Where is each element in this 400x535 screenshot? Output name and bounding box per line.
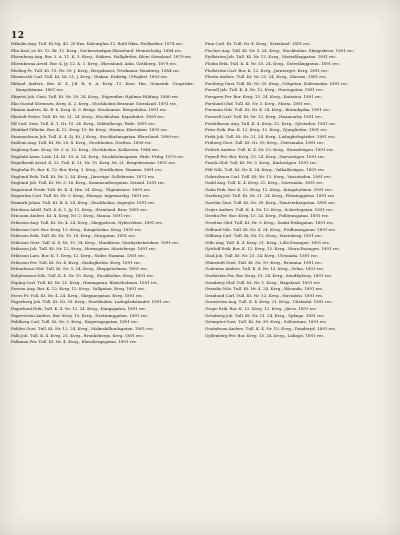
entry-text: Eriksson Joh. Tull. Kt. Nr. 12. Kvrg., Hornsgatan. Mariebergs. 1891 rec. <box>11 246 157 252</box>
directory-entry <box>205 81 388 88</box>
directory-entry <box>11 61 194 68</box>
directory-entry <box>11 333 194 340</box>
directory-entry <box>205 233 388 240</box>
entry-text: Fahlén Gust. Tull. Kt. Nr. 12. 24. Kvrg., Malmskillnadsgatan. 1891 rec. <box>11 325 155 331</box>
directory-entry <box>205 200 388 207</box>
entry-text: Forsberg Gust. Tull. Kt. Nr. 39. Kvrg., Götgatan. Södermalm. 1891 rec. <box>205 80 349 86</box>
entry-text: Fjellström Joh. Tull. Kt. Nr. 12. Kvrg., Västerlånggatan. 1891 rec. <box>205 54 337 60</box>
directory-entry <box>205 253 388 260</box>
left-column <box>11 41 194 346</box>
entry-text: Eko Gustaf Sörensen. Kvrg. K. 2. Kvrg., Stockholms Brunnar. Sörmland. 1891 rec. <box>11 100 178 106</box>
directory-entry <box>11 54 194 61</box>
entry-text: Ehrnrooth Carl. Tull. Kt. Nr. 21. J. Kvrg., Väskan. Eriksbg. Ulfvgård. 1893 rec. <box>11 74 169 80</box>
entry-text: Eriksson Aug. Tull. Kt. Nr. 4. 24. Kvrg., Skeppsbron. Nybroviken. 1891 rec. <box>11 219 164 225</box>
entry-text: Erlandsson Olof. Tull. Kt. Nr. 3. 24. Kvrg., Skeppsholmen. 1891 rec. <box>11 266 149 272</box>
directory-entry <box>11 101 194 108</box>
entry-text: Granlund Carl. Tull. Kt. Nr. 12. Kvrg., Huvudsta. 1891 rec. <box>205 292 324 298</box>
entry-text: Gidlund Nils. Tull. Kt. Nr. 4. 24. Kvrg., Fridhemsgatan. 1891 rec. <box>205 226 337 232</box>
entry-text: Eriksson Gust. Tull. K. 4. Nr. 15. 24. Kvrg., Munkbron. Storkyrkobrinken. 1891 rec. <box>11 239 180 245</box>
entry-text: Grönqvist Gust. Tull. Kt. Nr. 39. Kvrg., Sollentuna. 1891 rec. <box>205 319 328 325</box>
directory-entry <box>205 246 388 253</box>
entry-text: Grape Erik. Bor. K. 12. Kvrg. 12. Kvrg., Järva. 1891 rec. <box>205 306 318 311</box>
entry-text: Fagerlund Erik. Tull. K. 4. Nr. 12. 24. Kvrg., Kungsgatan. 1891 rec. <box>11 306 147 311</box>
directory-entry <box>11 187 194 194</box>
entry-text: Ekqvist Joh. Gust. Tull. Kt. Nr. 39. 24. Kvrg., Stipendier, Hjalmar Hilding. 1880 rec. <box>11 94 180 99</box>
entry-text: Grafström Per. Bor. Kvrg. 15. 24. Kvrg., Sundbyberg. 1891 rec. <box>205 272 333 278</box>
entry-text: Fagerström Anders. Bor. Kvrg. 15. Kvrg., Drottninggatan. 1891 rec. <box>11 312 149 318</box>
entry-text: Gezelius Olof. Tull. Kt. Nr. 3. Kvrg., Sankt Eriksgatan. 1891 rec. <box>205 219 335 225</box>
entry-text: Forssell Carl. Tull. Kt. Nr. 12. Kvrg., Hammarby. 1891 rec. <box>205 113 323 119</box>
directory-entry <box>205 220 388 227</box>
entry-text: Ekstedt Petter. Tull. Kt. Nr. 21. 24. Kvrg., Stockholms. Kaprifoliet. 1859 rec. <box>11 113 166 119</box>
directory-entry <box>11 147 194 154</box>
directory-entry <box>11 233 194 240</box>
entry-text: Eriksson Per. Tull. Kt. Nr. 4. Kvrg., Stadsgården. Kvrg. 1891 rec. <box>11 259 142 265</box>
entry-text: Engelbrekt Arvid. K. 12. Tull. K. 11. Nr. 15. Kvrg. Nr. 21. Bergsbrunnar. 1891 rec. <box>11 160 177 166</box>
directory-entry <box>205 326 388 333</box>
entry-text: Fryxell Per. Bor. Kvrg. 15. 24. Kvrg., Narvavägen. 1891 rec. <box>205 153 326 159</box>
directory-entry <box>11 193 194 200</box>
directory-entry <box>205 293 388 300</box>
directory-entry <box>11 319 194 326</box>
directory-entry <box>205 87 388 94</box>
entry-text: Forsell Joh. Tull. K. 4. Nr. 12. Kvrg., Hornsgatan. 1891 rec. <box>205 87 325 93</box>
directory-entry <box>11 160 194 167</box>
entry-text: Fahlberg Carl. Tull. Kt. Nr. 3. Kvrg., Regeringsgatan. 1891 rec. <box>11 319 139 325</box>
entry-text: Granström Aug. Tull. K. 4. Kvrg. 21. Kvrg., Ulriksdal. 1891 rec. <box>205 299 333 305</box>
entry-text: Ehrenkrona Arvid. Bor. 4. Jy. 12. K. 1. Kvrg., Ekroslund. Adm. Göthberg. 1879 rec. <box>11 60 178 66</box>
directory-entry <box>11 260 194 267</box>
entry-text: Esping Carl. Tull. Kt. Nr. 21. Kvrg., Hamngatan. Blasieholmen. 1891 rec. <box>11 279 159 285</box>
directory-entry <box>205 41 388 48</box>
entry-text: Glad Joh. Tull. Kt. Nr. 21. 24. Kvrg., Ulvsunda. 1891 rec. <box>205 253 319 258</box>
directory-entry <box>205 240 388 247</box>
directory-entry <box>205 180 388 187</box>
directory-entry <box>205 61 388 68</box>
entry-text: Esbjörnsson Nils. Tull. K. 4. Nr. 15. Kvrg., Stockholms. Kvrg. 1891 rec. <box>11 272 155 278</box>
directory-entry <box>11 200 194 207</box>
directory-entry <box>11 280 194 287</box>
directory-entry <box>205 227 388 234</box>
entry-text: Frisk Joh. Tull. Kt. Nr. 21. 24. Kvrg., Ladugårdsgärdet. 1891 rec. <box>205 133 337 139</box>
directory-entry <box>205 207 388 214</box>
directory-entry <box>205 266 388 273</box>
entry-text: Frölich Anders. Tull. K. 4. Nr. 15. Kvrg., Strandvägen. 1891 rec. <box>205 147 335 152</box>
entry-text: Eriksson Carl. Bor. Kvrg. 15. Kvrg., Kungsholms. Kvrg. 1891 rec. <box>11 226 143 232</box>
entry-text: Esseen Aug. Bor. K. 12. Kvrg. 12. Kvrg., Vallgatan. Kvrg. 1891 rec. <box>11 286 146 292</box>
directory-entry <box>11 94 194 101</box>
directory-entry <box>205 174 388 181</box>
entry-text: Fischer Aug. Tull. Kt. Nr. 3. 24. Kvrg., Stockholms. Skeppsbron. 1891 rec. <box>205 47 355 53</box>
directory-entry <box>205 306 388 313</box>
directory-entry <box>11 253 194 260</box>
directory-entry <box>205 299 388 306</box>
entry-text: Enmark Johan. Tull. Kt. B. 4. 24. Kvrg., Stockholms. Ingenjör. 1891 rec. <box>11 200 156 205</box>
directory-entry <box>205 94 388 101</box>
page-number: 12 <box>11 31 25 41</box>
directory-entry <box>11 240 194 247</box>
entry-text: Forslund Olof. Tull. Kt. Nr. 3. Kvrg., Maria. 1891 rec. <box>205 100 312 106</box>
directory-entry <box>205 333 388 340</box>
directory-entry <box>205 167 388 174</box>
directory-entry <box>11 293 194 300</box>
entry-text: Funck Olof. Tull. Kt. Nr. 3. Kvrg., Karlavägen. 1891 rec. <box>205 160 318 166</box>
entry-text: Flodin Erik. Tull. K. 4. Nr. 15. 24. Kvrg., Österlånggatan. 1891 rec. <box>205 60 341 66</box>
directory-entry <box>11 107 194 114</box>
entry-text: Gadd Aug. Tull. K. 4. Kvrg. 21. Kvrg., Norrmalm. 1891 rec. <box>205 180 325 186</box>
directory-entry <box>11 81 194 94</box>
entry-text: Grandin Nils. Tull. Kt. Nr. 4. 24. Kvrg., Råsunda. 1891 rec. <box>205 286 324 292</box>
directory-entry <box>205 134 388 141</box>
entry-text: Elf Carl. Sem. Tull. K. 1. Nr. 15. 24. Kvrg., Nibbelbergs. Fäde. 1891 rec. <box>11 120 157 126</box>
directory-entry <box>205 114 388 121</box>
directory-entry <box>205 187 388 194</box>
entry-text: Gabrielsson Carl. Tull. Kt. Nr. 12. Kvrg., Vasastaden. 1891 rec. <box>205 173 333 179</box>
directory-entry <box>205 68 388 75</box>
directory-entry <box>11 299 194 306</box>
directory-entry <box>205 319 388 326</box>
entry-text: Geijer Anders. Tull. K. 4. Nr. 15. Kvrg., Scheelegatan. 1891 rec. <box>205 206 334 212</box>
entry-text: Fagerberg Joh. Tull. Kt. Nr. 39. Kvrg., Stockholms. Ladugårdslandet. 1891 rec. <box>11 299 171 305</box>
directory-entry <box>205 127 388 134</box>
entry-text: Ehrenberg Aug. Bor. 3. A. 11. K. 3. Kvrg., Stäkers. Hallgården, Blow, Sörmland. 1879 rec. <box>11 54 193 60</box>
directory-entry <box>11 68 194 75</box>
directory-entry <box>11 246 194 253</box>
entry-text: Erickson Adolf. Tull. 4. K. 1. Jy. 12. Kvrg., Sörmland. Bror. 1891 rec. <box>11 206 149 212</box>
right-column <box>205 41 388 339</box>
entry-text: Evers Fr. Tull. Kt. Nr. 4. 24. Kvrg., Skeppargatan. Kvrg. 1891 rec. <box>11 292 144 298</box>
directory-entry <box>11 213 194 220</box>
entry-text: Gustafsson Anders. Tull. K. 4. Nr. 15. Kvrg., Danderyd. 1891 rec. <box>205 325 337 331</box>
directory-entry <box>11 273 194 280</box>
directory-entry <box>11 41 194 48</box>
directory-entry <box>11 207 194 214</box>
entry-text: Gahn Erik. Bor. K. 12. Kvrg. 12. Kvrg., Kungsholmen. 1891 rec. <box>205 186 333 192</box>
directory-entry <box>205 74 388 81</box>
entry-text: Ericsson Anders. Kt. 4. Kvrg. Nr. 2. Kvrg., Hanna. 1891 rec. <box>11 213 132 219</box>
entry-text: Falkman Per. Tull. Kt. Nr. 4. Kvrg., Klarabergsgatan. 1891 rec. <box>11 339 138 345</box>
entry-text: Engström Carl. Tull. Kt. Nr. 3. Kvrg., Hisings. Ingemarsbg. 1891 rec. <box>11 193 151 199</box>
entry-text: Forsman Nils. Tull. Kt. Nr. 4. 24. Kvrg., Brännkyrka. 1891 rec. <box>205 107 331 113</box>
directory-entry <box>205 273 388 280</box>
entry-text: Fröberg Gust. Tull. Kt. Nr. 39. Kvrg., Östermalm. 1891 rec. <box>205 140 325 146</box>
directory-entry <box>205 140 388 147</box>
entry-text: Fredriksson Aug. Tull. K. 4. Kvrg. 21. Kvrg., Sjöstaden. 1891 rec. <box>205 120 337 126</box>
directory-entry <box>205 107 388 114</box>
entry-text: Ekman Anders. Kt. B. 6. Kvrg. K. 9. Bergs. Stenhamns. Bergsdalen. 1891 rec. <box>11 107 168 113</box>
directory-entry <box>205 313 388 320</box>
directory-entry <box>205 286 388 293</box>
directory-entry <box>205 160 388 167</box>
entry-text: Eriksson Erik. Tull. Kt. Nr. 39. 16. Kvrg., Storgatan. 1891 rec. <box>11 233 137 239</box>
directory-entry <box>11 121 194 128</box>
entry-text: Ehn Karl, ar. Kt. 15. Br. 12. Kvrg., Sockenstadgan Ekroslund. Heinrichshg. 1884 rec. <box>11 47 183 53</box>
directory-entry <box>11 174 194 181</box>
directory-entry <box>205 213 388 220</box>
entry-text: Florén Anders. Tull. Kt. Nr. 21. 24. Kvrg., Slussen. 1891 rec. <box>205 74 328 80</box>
entry-text: Engberg Sam. Kvrg. Nr. 3. A. 12. Kvrg., Stockholms. Kallström. 1884 rec. <box>11 147 160 152</box>
directory-entry <box>11 339 194 346</box>
entry-text: Fält Nils. Tull. Kt. Nr. 4. 24. Kvrg., Valhallavägen. 1891 rec. <box>205 166 326 172</box>
directory-entry <box>11 154 194 161</box>
directory-entry <box>11 114 194 121</box>
entry-text: Englund Erik. Tull. Kt. Nr. 3. 24. Kvrg., Järnvägs. Sollebrunn. 1871 rec. <box>11 173 156 179</box>
entry-text: Engstrand Fredr. Tull. Kt. K. 4. Hm. 24. Kvrg., Tågmästare. 1891 rec. <box>11 186 152 192</box>
entry-text: Fries Erik. Bor. K. 12. Kvrg. 12. Kvrg., Djurgården. 1891 rec. <box>205 127 329 133</box>
entry-text: Elmblad Vilhelm. Bor. K. 12. Kvrg. 10. Br. Kvrg., Hamna. Klostaken. 1891 rec. <box>11 127 169 133</box>
entry-text: Engdahl Anna. Lulä. 14. Kt. 19. A. 24. Kvrg., Stockholmsgatan. Fäde. Fribg. 1879 rec. <box>11 153 185 159</box>
directory-entry <box>205 280 388 287</box>
entry-text: Enblom Aug. Tull. Kt. Nr. 20. 4. Kvrg., Stockholms. Grafton. 1890 rec. <box>11 140 153 146</box>
entry-text: Forsgren Per. Bor. Kvrg. 15. 24. Kvrg., Katarina. 1891 rec. <box>205 94 323 99</box>
directory-entry <box>11 286 194 293</box>
entry-text: Falk Joh. Tull. K. 4. Kvrg. 21. Kvrg., Brunkebergs. Kvrg. 1891 rec. <box>11 332 145 338</box>
directory-entry <box>11 167 194 174</box>
entry-text: Edholm Aug. Tull. Kt Ng. 45. 20 Ens. Kalvarplan 12, Ruhl Hkm. Hoilbarker. 1874 rec. <box>11 41 184 46</box>
directory-entry <box>11 326 194 333</box>
directory-entry <box>205 48 388 55</box>
directory-entry <box>11 48 194 55</box>
entry-text: Emanuelsson Joh. Tull. K. 4. Sj. Kt. J. Kvrg., Stockholmsgatan. Ekroslund. 1890 rec. <box>11 133 181 139</box>
directory-entry <box>205 154 388 161</box>
directory-entry <box>11 140 194 147</box>
directory-entry <box>205 193 388 200</box>
entry-text: Godenius Anders. Tull. K. 4. Nr. 15. Kvrg., Solna. 1891 rec. <box>205 266 325 272</box>
directory-entry <box>11 134 194 141</box>
directory-entry <box>205 147 388 154</box>
entry-text: Garberg Joh. Tull. Kt. Nr. 21. 24. Kvrg., Fleminggatan. 1891 rec. <box>205 193 336 199</box>
directory-entry <box>11 127 194 134</box>
entry-text: Ehrling Fr. Tull. Kt. 13. Nr. 39. J. Kvrg., Bergshuset, Tröskanar. Hamburg. 1884 rec. <box>11 67 181 73</box>
directory-entry <box>11 227 194 234</box>
directory-entry <box>11 306 194 313</box>
entry-text: Gjörloff Erik. Bor. K. 12. Kvrg. 12. Kvrg., Stora Essingen. 1891 rec. <box>205 246 341 252</box>
directory-entry <box>11 74 194 81</box>
entry-text: Eklund Anders. Bor. K. 4. J.B. K. 6. A. Kvrg. 12. Korr. Hm. Gemenik. Gropriska. Kungshämna. 1887 rec. <box>11 80 194 93</box>
entry-text: Engholm Fr. Bor. K. 12. Bor. Kvrg. 3. Kvrg., Stockholms. Hamma. 1891 rec. <box>11 166 164 172</box>
entry-text: Gille Aug. Tull. K. 4. Kvrg. 21. Kvrg., Lilla Essingen. 1891 rec. <box>205 239 331 245</box>
entry-text: Granberg Olof. Tull. Kt. Nr. 3. Kvrg., Hagalund. 1891 rec. <box>205 279 322 285</box>
entry-text: Englund Joh. Tull. Kt. Nr. 3. 16. Kvrg., Kommendörsgatan. Strand. 1891 rec. <box>11 180 166 186</box>
directory-entry <box>11 180 194 187</box>
directory-entry <box>205 101 388 108</box>
directory-entry <box>205 121 388 128</box>
directory-entry <box>205 260 388 267</box>
entry-text: Glimstedt Gust. Tull. Kt. Nr. 39. Kvrg., Bromma. 1891 rec. <box>205 259 323 265</box>
entry-text: Grönberg Joh. Tull. Kt. Nr. 21. 24. Kvrg., Spånga. 1891 rec. <box>205 312 326 318</box>
entry-text: Gavelin Gust. Tull. Kt. Nr. 39. Kvrg., Hantverkargatan. 1891 rec. <box>205 200 337 205</box>
entry-text: Finn Carl. Kt. Tull. Nr. 4. Kvrg., Sörmland. 1891 rec. <box>205 41 312 46</box>
entry-text: Flodström Carl. Bor. K. 12. Kvrg., Järntorget. Kvrg. 1891 rec. <box>205 67 329 73</box>
directory-entry <box>11 313 194 320</box>
entry-text: Gyllenberg Per. Bor. Kvrg. 15. 24. Kvrg., Lidingö. 1891 rec. <box>205 332 325 338</box>
directory-entry <box>11 220 194 227</box>
directory-entry <box>11 266 194 273</box>
entry-text: Gerdin Per. Bor. Kvrg. 15. 24. Kvrg., Polhemsgatan. 1891 rec. <box>205 213 330 219</box>
entry-text: Eriksson Lars. Bor. K. 1. Kvrg. 12. Kvrg., Söder. Hamma. 1891 rec. <box>11 253 146 258</box>
directory-entry <box>205 54 388 61</box>
entry-text: Gillberg Carl. Tull. Kt. Nr. 12. Kvrg., Marieberg. 1891 rec. <box>205 233 323 239</box>
